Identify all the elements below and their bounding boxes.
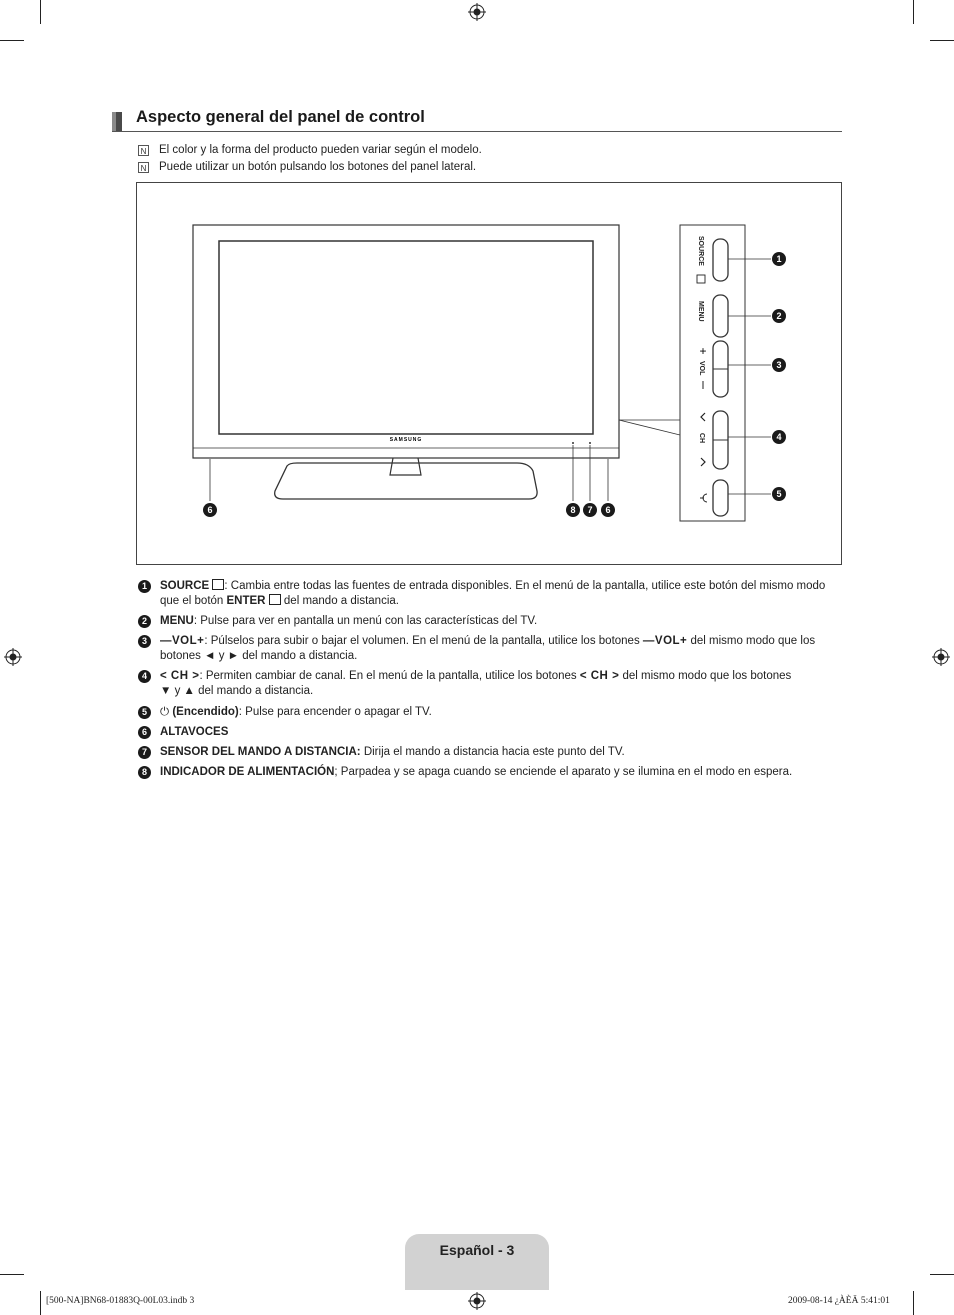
tv-screen	[219, 241, 593, 434]
power-icon: ⏻	[160, 706, 170, 718]
registration-mark-icon	[468, 1292, 486, 1310]
slug-file: [500-NA]BN68-01883Q-00L03.indb 3	[46, 1296, 195, 1306]
tv-neck	[390, 458, 421, 475]
description-label: ALTAVOCES	[160, 726, 229, 738]
crop-mark	[40, 1291, 41, 1315]
crop-mark	[913, 0, 914, 24]
description-text: : Pulse para ver en pantalla un menú con las características del TV.	[193, 615, 538, 627]
crop-mark	[913, 1291, 914, 1315]
description-item	[138, 725, 838, 740]
description-number: 4	[138, 670, 151, 683]
description-text: : Cambia entre todas las fuentes de entrada disponibles. En el menú de la pantalla, utilice este botón del mismo modo	[224, 580, 826, 592]
note-item	[138, 161, 476, 173]
description-label: INDICADOR DE ALIMENTACIÓN	[160, 766, 335, 778]
crop-mark	[930, 40, 954, 41]
slug-date: 2009-08-14 ¿ÀÈÄ 5:41:01	[788, 1296, 890, 1306]
power-button-shape	[713, 480, 728, 516]
callout-6-right: 6	[605, 505, 611, 515]
heading-bar-accent	[112, 112, 116, 131]
page-title: Aspecto general del panel de control	[136, 108, 425, 126]
source-icon	[212, 579, 224, 590]
brand-logo: SAMSUNG	[389, 437, 423, 443]
tv-diagram	[137, 183, 841, 564]
vol-glyph: —VOL+	[160, 635, 205, 647]
crop-mark	[40, 0, 41, 24]
callout-2: 2	[776, 311, 782, 321]
callout-5: 5	[776, 489, 782, 499]
description-item	[138, 705, 838, 720]
note-item	[138, 144, 482, 156]
crop-mark	[0, 1274, 24, 1275]
heading-rule	[112, 131, 842, 132]
description-label: SOURCE	[160, 580, 210, 592]
sensor-dot	[589, 442, 591, 444]
registration-mark-icon	[468, 3, 486, 21]
power-icon	[700, 494, 707, 502]
description-item: 1 SOURCE : Cambia entre todas las fuentes de entrada disponibles. En el menú de la pantalla, utilice este botón del mismo modo que el botón ENTER del mando a distancia.	[138, 579, 838, 609]
description-label: MENU	[160, 615, 194, 627]
panel-label-source: SOURCE	[697, 236, 704, 266]
source-button-shape	[713, 239, 728, 281]
ch-glyph: < CH >	[160, 670, 200, 682]
description-item	[138, 614, 838, 629]
registration-mark-icon	[4, 648, 22, 666]
enter-icon	[269, 594, 281, 605]
description-text: Dirija el mando a distancia hacia este punto del TV.	[360, 746, 625, 758]
description-number: 7	[138, 746, 151, 759]
description-number: 5	[138, 706, 151, 719]
description-number: 3	[138, 635, 151, 648]
callout-4: 4	[776, 432, 782, 442]
description-number: 1	[138, 580, 151, 593]
description-text: : Púlselos para subir o bajar el volumen. En el menú de la pantalla, utilice los botones	[204, 635, 643, 647]
description-label: SENSOR DEL MANDO A DISTANCIA:	[160, 746, 361, 758]
note-text: El color y la forma del producto pueden variar según el modelo.	[159, 144, 482, 156]
vol-plus-icon: +	[699, 344, 707, 358]
menu-button-shape	[713, 295, 728, 337]
note-icon: N	[138, 162, 149, 173]
panel-label-menu: MENU	[697, 301, 704, 322]
ch-up-chevron-icon	[701, 413, 705, 421]
page-number: Español - 3	[439, 1242, 515, 1258]
vol-glyph: —VOL+	[642, 635, 688, 647]
tv-bezel	[193, 225, 619, 458]
source-glyph-icon	[697, 275, 705, 283]
callout-6-left: 6	[207, 505, 213, 515]
callout-1: 1	[776, 254, 782, 264]
crop-mark	[0, 40, 24, 41]
ch-down-chevron-icon	[701, 458, 705, 466]
led-dot	[572, 442, 574, 444]
description-number: 8	[138, 766, 151, 779]
crop-mark	[930, 1274, 954, 1275]
callout-8: 8	[570, 505, 576, 515]
description-text: ; Parpadea y se apaga cuando se enciende el aparato y se ilumina en el modo en espera.	[334, 766, 793, 778]
ch-glyph: < CH >	[579, 670, 620, 682]
tv-stand	[275, 463, 537, 499]
connector-line	[619, 420, 680, 435]
callout-3: 3	[776, 360, 782, 370]
note-text: Puede utilizar un botón pulsando los botones del panel lateral.	[159, 161, 477, 173]
panel-label-ch: CH	[698, 433, 705, 444]
description-item	[138, 745, 838, 760]
description-text: : Pulse para encender o apagar el TV.	[238, 706, 432, 718]
description-label: (Encendido)	[172, 706, 239, 718]
callout-7: 7	[587, 505, 593, 515]
description-number: 2	[138, 615, 151, 628]
panel-label-vol: VOL	[698, 361, 705, 376]
note-icon: N	[138, 145, 149, 156]
description-item: 4 < CH >: Permiten cambiar de canal. En el menú de la pantalla, utilice los botones < CH > del mismo modo que los botones ▼ y ▲ del mando a distancia.	[138, 669, 838, 699]
description-item	[138, 765, 838, 780]
description-number: 6	[138, 726, 151, 739]
registration-mark-icon	[932, 648, 950, 666]
description-item: 3 —VOL+: Púlselos para subir o bajar el volumen. En el menú de la pantalla, utilice los botones —VOL+ del mismo modo que los botones ◄ y ► del mando a distancia.	[138, 634, 838, 664]
description-text: : Permiten cambiar de canal. En el menú de la pantalla, utilice los botones	[199, 670, 580, 682]
